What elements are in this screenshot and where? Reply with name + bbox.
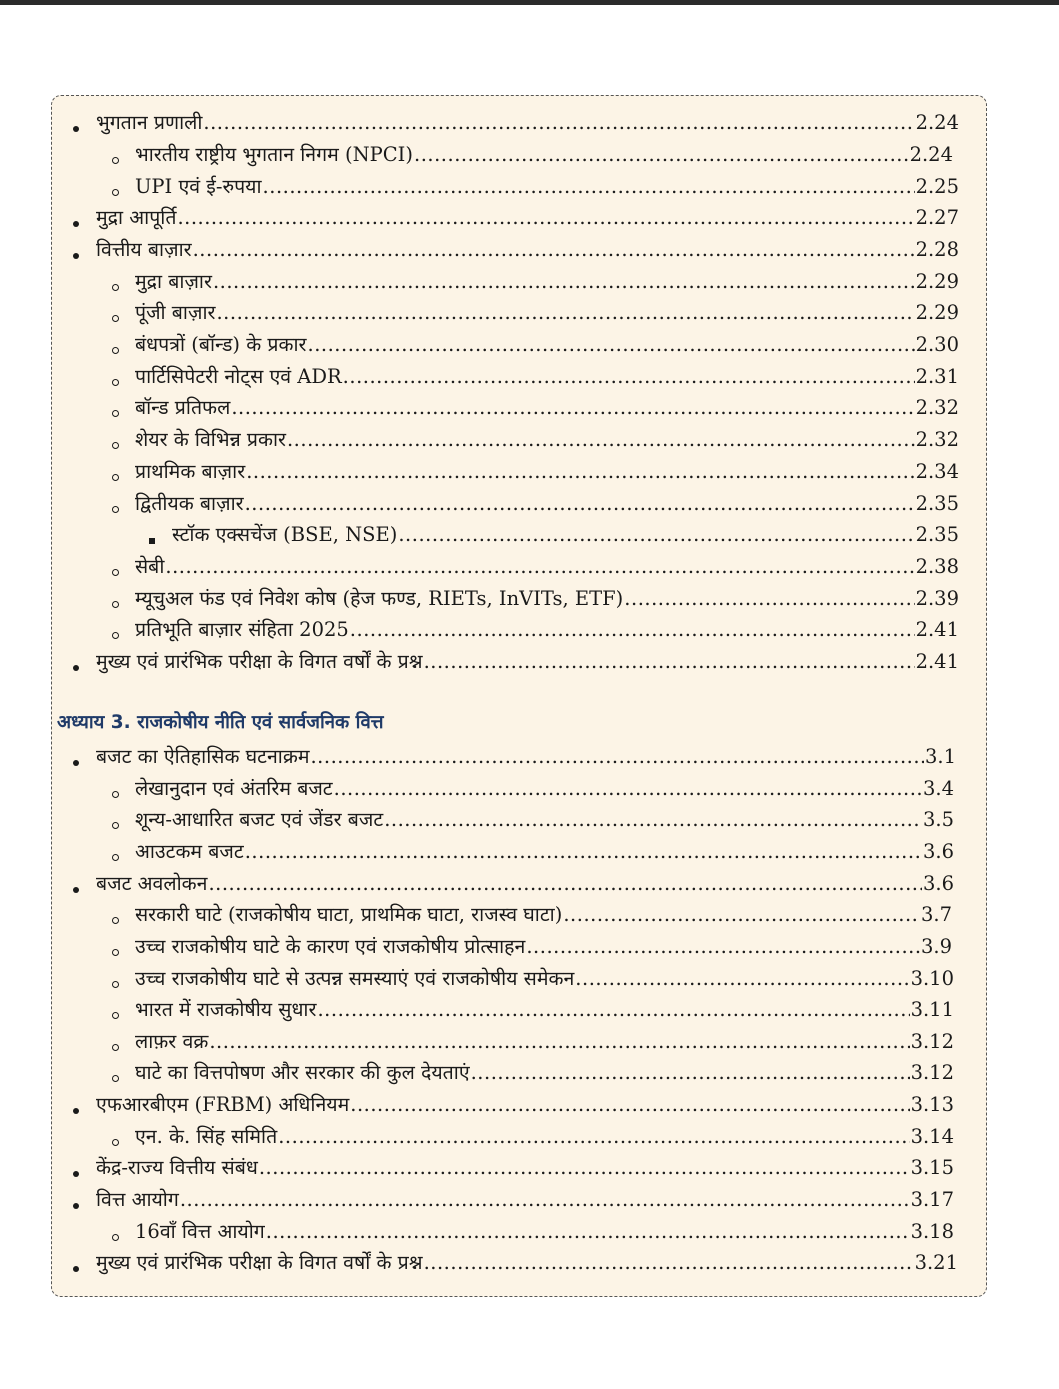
dot-leader [177,205,914,231]
toc-entry-page: 2.29 [915,270,959,293]
toc-entry-title: शून्य-आधारित बजट एवं जेंडर बजट [135,808,384,831]
toc-entry-title: उच्च राजकोषीय घाटे के कारण एवं राजकोषीय प्रोत्साहन [135,935,526,958]
table-of-contents-box [51,95,987,1297]
bullet-disc-icon [73,665,79,671]
dot-leader [343,364,915,390]
toc-entry-line [135,617,959,643]
toc-entry-line [135,1219,954,1245]
toc-entry[interactable] [52,393,986,423]
toc-entry-line [135,364,959,390]
toc-entry-line [135,1029,954,1055]
toc-entry-line [96,1250,958,1276]
toc-entry-page: 2.27 [915,206,959,229]
toc-entry[interactable] [52,1090,986,1120]
toc-entry[interactable] [52,457,986,487]
toc-entry[interactable] [52,615,986,645]
chapter-3-heading: अध्याय 3. राजकोषीय नीति एवं सार्वजनिक वित्त [57,712,384,733]
toc-entry-line [135,491,959,517]
toc-entry-line [96,871,954,897]
toc-entry-page: 2.29 [915,301,959,324]
toc-entry-line [135,807,954,833]
toc-entry-page: 3.7 [920,903,952,926]
toc-entry-title: वित्तीय बाज़ार [96,238,192,261]
toc-entry-page: 3.13 [910,1093,954,1116]
dot-leader [624,586,914,612]
toc-entry-title: प्राथमिक बाज़ार [135,460,246,483]
dot-leader [216,300,914,326]
bullet-circle-icon [112,1234,119,1241]
toc-entry[interactable] [52,235,986,265]
toc-entry[interactable] [52,837,986,867]
bullet-circle-icon [112,917,119,924]
toc-entry-title: सरकारी घाटे (राजकोषीय घाटा, प्राथमिक घाटा, राजस्व घाटा) [135,903,563,926]
bullet-circle-icon [112,791,119,798]
bullet-circle-icon [112,315,119,322]
toc-entry-line [135,997,954,1023]
bullet-circle-icon [112,379,119,386]
dot-leader [526,934,920,960]
toc-entry-title: स्टॉक एक्सचेंज (BSE, NSE) [172,523,398,546]
toc-entry[interactable] [52,140,986,170]
toc-entry-page: 3.15 [910,1156,954,1179]
bullet-circle-icon [112,157,119,164]
toc-entry[interactable] [52,330,986,360]
dot-leader [209,1029,909,1055]
toc-entry-line [172,522,959,548]
bullet-circle-icon [112,854,119,861]
toc-entry-title: पार्टिसिपेटरी नोट्स एवं ADR [135,365,342,388]
toc-entry[interactable] [52,805,986,835]
bullet-circle-icon [112,506,119,513]
toc-entry-line [135,174,959,200]
toc-entry[interactable] [52,1027,986,1057]
toc-entry[interactable] [52,1153,986,1183]
toc-entry-line [135,934,952,960]
toc-entry-title: प्रतिभूति बाज़ार संहिता 2025 [135,618,349,641]
dot-leader [317,997,909,1023]
toc-entry-title: एन. के. सिंह समिति [135,1125,278,1148]
dot-leader [334,776,922,802]
toc-entry-page: 3.5 [922,808,954,831]
toc-entry-page: 2.25 [915,175,959,198]
bullet-disc-icon [73,221,79,227]
bullet-circle-icon [112,949,119,956]
toc-entry-title: बंधपत्रों (बॉन्ड) के प्रकार [135,333,307,356]
dot-leader [245,491,915,517]
toc-entry-title: 16वाँ वित्त आयोग [135,1220,265,1243]
toc-entry[interactable] [52,869,986,899]
bullet-disc-icon [73,1203,79,1209]
toc-entry[interactable] [52,647,986,677]
toc-entry-page: 2.32 [915,428,959,451]
toc-entry-title: भुगतान प्रणाली [96,111,203,134]
toc-entry-page: 3.11 [910,998,954,1021]
toc-entry-page: 2.35 [915,492,959,515]
dot-leader [398,522,914,548]
toc-entry-title: बॉन्ड प्रतिफल [135,396,231,419]
toc-entry-title: शेयर के विभिन्न प्रकार [135,428,286,451]
toc-entry[interactable] [52,584,986,614]
toc-entry-line [96,1092,954,1118]
toc-entry-page: 3.6 [922,840,954,863]
toc-entry-title: उच्च राजकोषीय घाटे से उत्पन्न समस्याएं एवं राजकोषीय समेकन [135,967,575,990]
toc-entry-line [135,902,952,928]
dot-leader [287,427,915,453]
toc-entry-line [135,395,959,421]
bullet-disc-icon [73,760,79,766]
dot-leader [245,839,922,865]
toc-entry-title: लाफ़र वक्र [135,1030,209,1053]
toc-entry[interactable] [52,520,986,550]
dot-leader [424,649,915,675]
toc-entry-page: 3.6 [922,872,954,895]
bullet-disc-icon [73,887,79,893]
bullet-disc-icon [73,1266,79,1272]
bullet-circle-icon [112,284,119,291]
toc-entry-page: 2.32 [915,396,959,419]
toc-entry-page: 2.24 [909,143,953,166]
toc-entry-title: भारत में राजकोषीय सुधार [135,998,317,1021]
bullet-circle-icon [112,981,119,988]
toc-entry-title: पूंजी बाज़ार [135,301,216,324]
dot-leader [246,459,914,485]
toc-entry-page: 3.21 [914,1251,958,1274]
dot-leader [193,237,915,263]
toc-entry-page: 2.31 [915,365,959,388]
toc-entry-line [96,110,959,136]
toc-entry[interactable] [52,108,986,138]
bullet-circle-icon [112,410,119,417]
toc-entry-page: 3.17 [910,1188,954,1211]
dot-leader [180,1187,910,1213]
toc-entry[interactable] [52,1122,986,1152]
toc-entry-line [96,1155,954,1181]
toc-entry-title: बजट अवलोकन [96,872,208,895]
bullet-disc-icon [73,1171,79,1177]
dot-leader [384,807,922,833]
bullet-circle-icon [112,1012,119,1019]
dot-leader [563,902,920,928]
toc-entry[interactable] [52,1217,986,1247]
toc-entry-line [135,554,959,580]
dot-leader [424,1250,914,1276]
dot-leader [266,1219,910,1245]
toc-entry-title: बजट का ऐतिहासिक घटनाक्रम [96,745,310,768]
toc-entry-title: एफआरबीएम (FRBM) अधिनियम [96,1093,350,1116]
bullet-circle-icon [112,632,119,639]
toc-entry-page: 3.1 [924,745,956,768]
toc-entry-line [135,776,954,802]
bullet-circle-icon [112,569,119,576]
toc-entry[interactable] [52,1058,986,1088]
dot-leader [308,332,915,358]
dot-leader [165,554,914,580]
toc-entry-page: 3.9 [920,935,952,958]
toc-entry[interactable] [52,964,986,994]
toc-entry-page: 3.18 [910,1220,954,1243]
toc-entry-line [96,1187,954,1213]
toc-entry-line [135,269,959,295]
toc-entry[interactable] [52,900,986,930]
top-edge-bar [0,0,1059,5]
dot-leader [350,1092,909,1118]
toc-entry-line [96,237,959,263]
bullet-circle-icon [112,1139,119,1146]
toc-entry-line [96,744,956,770]
toc-entry-title: मुद्रा आपूर्ति [96,206,177,229]
toc-entry-line [135,839,954,865]
toc-entry[interactable] [52,489,986,519]
toc-entry[interactable] [52,774,986,804]
dot-leader [203,110,914,136]
toc-entry[interactable] [52,1248,986,1278]
bullet-circle-icon [112,601,119,608]
dot-leader [259,1155,910,1181]
toc-entry-page: 3.14 [910,1125,954,1148]
toc-entry-title: वित्त आयोग [96,1188,179,1211]
toc-entry-title: द्वितीयक बाज़ार [135,492,244,515]
dot-leader [231,395,914,421]
toc-entry-line [96,649,959,675]
toc-entry-line [135,142,953,168]
toc-entry-line [135,427,959,453]
dot-leader [575,966,909,992]
toc-entry-page: 2.30 [915,333,959,356]
toc-entry-line [135,300,959,326]
toc-entry[interactable] [52,203,986,233]
bullet-circle-icon [112,347,119,354]
dot-leader [471,1060,910,1086]
toc-entry-page: 3.10 [910,967,954,990]
bullet-disc-icon [73,1108,79,1114]
toc-entry-page: 2.28 [915,238,959,261]
bullet-disc-icon [73,253,79,259]
toc-entry[interactable] [52,552,986,582]
toc-entry-line [135,332,959,358]
bullet-square-icon [149,538,155,544]
toc-entry-page: 3.12 [910,1030,954,1053]
toc-entry-line [135,1060,954,1086]
toc-entry-line [135,459,959,485]
toc-entry-line [96,205,959,231]
toc-entry-title: UPI एवं ई-रुपया [135,175,262,198]
dot-leader [414,142,909,168]
bullet-circle-icon [112,822,119,829]
toc-entry-title: सेबी [135,555,165,578]
toc-entry-title: म्यूचुअल फंड एवं निवेश कोष (हेज फण्ड, RIETs, InVITs, ETF) [135,587,624,610]
dot-leader [263,174,915,200]
toc-entry[interactable] [52,742,986,772]
toc-entry[interactable] [52,267,986,297]
toc-entry-line [135,586,959,612]
toc-entry[interactable] [52,298,986,328]
bullet-circle-icon [112,1044,119,1051]
toc-entry-title: मुख्य एवं प्रारंभिक परीक्षा के विगत वर्षों के प्रश्न [96,1251,423,1274]
dot-leader [208,871,922,897]
toc-entry-page: 2.38 [915,555,959,578]
toc-entry-page: 3.12 [910,1061,954,1084]
bullet-circle-icon [112,442,119,449]
toc-entry-line [135,1124,954,1150]
toc-entry-title: केंद्र-राज्य वित्तीय संबंध [96,1156,258,1179]
toc-entry[interactable] [52,1185,986,1215]
toc-entry-page: 2.39 [915,587,959,610]
toc-entry-title: आउटकम बजट [135,840,244,863]
toc-entry-title: मुद्रा बाज़ार [135,270,212,293]
bullet-disc-icon [73,126,79,132]
toc-entry-page: 2.35 [915,523,959,546]
toc-entry-title: मुख्य एवं प्रारंभिक परीक्षा के विगत वर्षों के प्रश्न [96,650,423,673]
dot-leader [350,617,915,643]
dot-leader [213,269,915,295]
toc-entry-page: 2.34 [915,460,959,483]
toc-entry-page: 2.41 [915,618,959,641]
toc-entry-page: 2.24 [915,111,959,134]
dot-leader [278,1124,909,1150]
bullet-circle-icon [112,189,119,196]
toc-entry-line [135,966,954,992]
toc-entry[interactable] [52,362,986,392]
toc-entry-page: 3.4 [922,777,954,800]
toc-entry[interactable] [52,425,986,455]
toc-entry[interactable] [52,932,986,962]
toc-entry[interactable] [52,172,986,202]
toc-entry-page: 2.41 [915,650,959,673]
bullet-circle-icon [112,1075,119,1082]
dot-leader [310,744,924,770]
bullet-circle-icon [112,474,119,481]
toc-entry-title: लेखानुदान एवं अंतरिम बजट [135,777,333,800]
toc-entry-title: भारतीय राष्ट्रीय भुगतान निगम (NPCI) [135,143,413,166]
toc-entry-title: घाटे का वित्तपोषण और सरकार की कुल देयताएं [135,1061,470,1084]
toc-entry[interactable] [52,995,986,1025]
